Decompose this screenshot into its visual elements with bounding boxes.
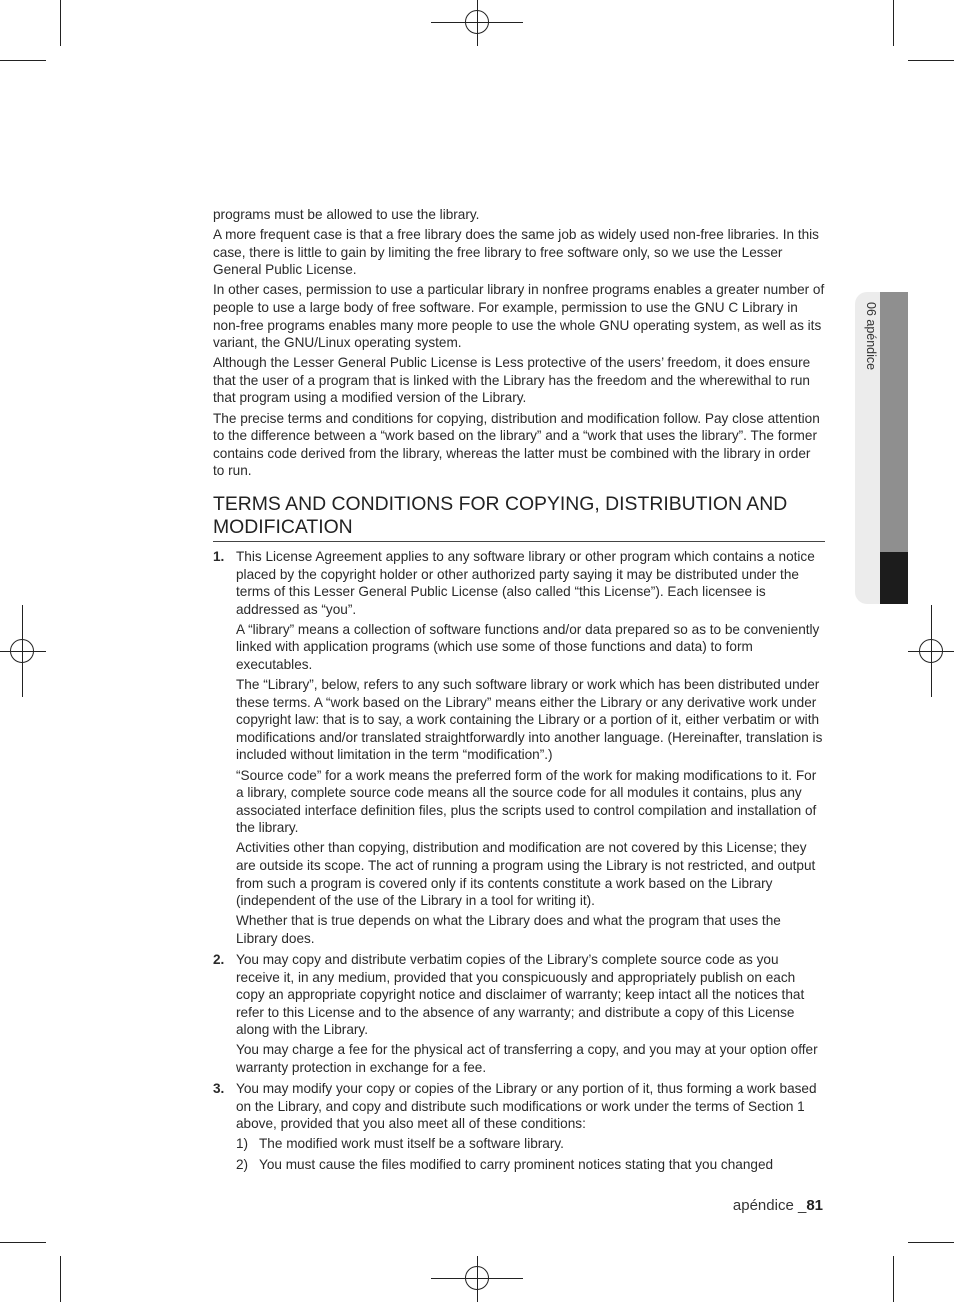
list-item-paragraph: You may copy and distribute verbatim copies of the Library’s complete source code as you receive it, in any medium, provided that you conspicuously and appropriately publish on each copy an appropriate copyright notice and disclaimer of warranty; keep intact all the notices that refer to this License and to the absence of any warranty; and distribute a copy of this License along with the Library. [236,951,805,1038]
crop-mark [0,60,46,61]
list-item [213,548,825,950]
list-item-number: 2. [213,951,225,967]
list-item [213,1080,825,1175]
crop-mark [0,1242,46,1243]
chapter-side-tab [855,292,908,604]
list-item-body [236,548,825,950]
list-item-number: 3. [213,1081,225,1097]
chapter-tab-bar [880,292,908,552]
list-item-paragraph: You may modify your copy or copies of the Library or any portion of it, thus forming a work based on the Library, and copy and distribute such modifications or work under the terms of Section 1 above, provided that you also meet all of these conditions: [236,1081,817,1132]
intro-paragraph: Although the Lesser General Public License is Less protective of the users’ freedom, it does ensure that the user of a program that is linked with the Library has the freedom and the wherewithal to run that program using a modified version of the Library. [213,355,811,406]
chapter-tab-label: 06 apéndice [864,302,878,371]
registration-mark [10,639,34,663]
registration-mark [465,1266,489,1290]
sub-list-item [236,1156,825,1174]
list-item-paragraph: You may charge a fee for the physical act of transferring a copy, and you may at your option offer warranty protection in exchange for a fee. [236,1042,818,1076]
list-item-paragraph: “Source code” for a work means the preferred form of the work for making modifications to it. For a library, complete source code means all the source code for all modules it contains, plus any associated interface definition files, plus the scripts used to control compilation and installation of the library. [236,767,817,836]
crop-mark [893,1256,894,1302]
chapter-tab-marker [880,552,908,604]
terms-list [213,548,825,1176]
sub-list-item [236,1135,825,1153]
registration-mark [919,639,943,663]
list-item-paragraph: Activities other than copying, distribution and modification are not covered by this License; they are outside its scope. The act of running a program using the Library is not restricted, and output from such a program is covered only if its contents constitute a work based on the Library (independent of the use of the Library in a tool for writing it). [236,840,816,909]
crop-mark [908,1242,954,1243]
list-item-body [236,1080,825,1175]
registration-mark [465,10,489,34]
sub-list-item-text: You must cause the files modified to carry prominent notices stating that you changed [259,1156,774,1172]
list-item-body [236,951,825,1079]
page-content [213,206,825,1177]
intro-paragraph: In other cases, permission to use a particular library in nonfree programs enables a greater number of people to use a large body of free software. For example, permission to use the GNU C Library in non-free programs enables many more people to use the whole GNU operating system, as well as its variant, the GNU/Linux operating system. [213,282,825,351]
section-heading: TERMS AND CONDITIONS FOR COPYING, DISTRIBUTION AND MODIFICATION [213,493,825,542]
intro-section [213,206,825,480]
intro-paragraph: The precise terms and conditions for copying, distribution and modification follow. Pay close attention to the difference between a “work based on the library” and a “work that uses the library”. The former contains code derived from the library, whereas the latter must be combined with the library in order to run. [213,410,820,479]
list-item-paragraph: A “library” means a collection of software functions and/or data prepared so as to be conveniently linked with application programs (which use some of those functions and data) to form executables. [236,621,820,672]
page-footer [733,1197,823,1214]
crop-mark [60,1256,61,1302]
crop-mark [893,0,894,46]
sub-list-item-text: The modified work must itself be a software library. [259,1136,564,1152]
sub-list-item-number: 1) [236,1136,249,1152]
list-item-paragraph: This License Agreement applies to any software library or other program which contains a notice placed by the copyright holder or other authorized party saying it may be distributed under the terms of this Lesser General Public License (also called “this License”). Each licensee is addressed as “you”. [236,548,815,617]
list-item-paragraph: Whether that is true depends on what the Library does and what the program that uses the Library does. [236,913,781,946]
page-number: 81 [806,1197,823,1214]
list-item [213,951,825,1079]
list-item-number: 1. [213,548,225,564]
sub-list-item-number: 2) [236,1156,249,1172]
crop-mark [908,60,954,61]
list-item-paragraph: The “Library”, below, refers to any such software library or work which has been distributed under these terms. A “work based on the Library” means either the Library or any derivative work under copyright law: that is to say, a work containing the Library or a portion of it, either verbatim or with modifications and/or translated straightforwardly into another language. (Hereinafter, translation is included without limitation in the term “modification”.) [236,677,823,763]
intro-paragraph: A more frequent case is that a free library does the same job as widely used non-free libraries. In this case, there is little to gain by limiting the free library to free software only, so we use the Lesser General Public License. [213,227,819,278]
footer-label: apéndice _ [732,1197,807,1214]
intro-paragraph: programs must be allowed to use the library. [213,207,480,222]
crop-mark [60,0,61,46]
